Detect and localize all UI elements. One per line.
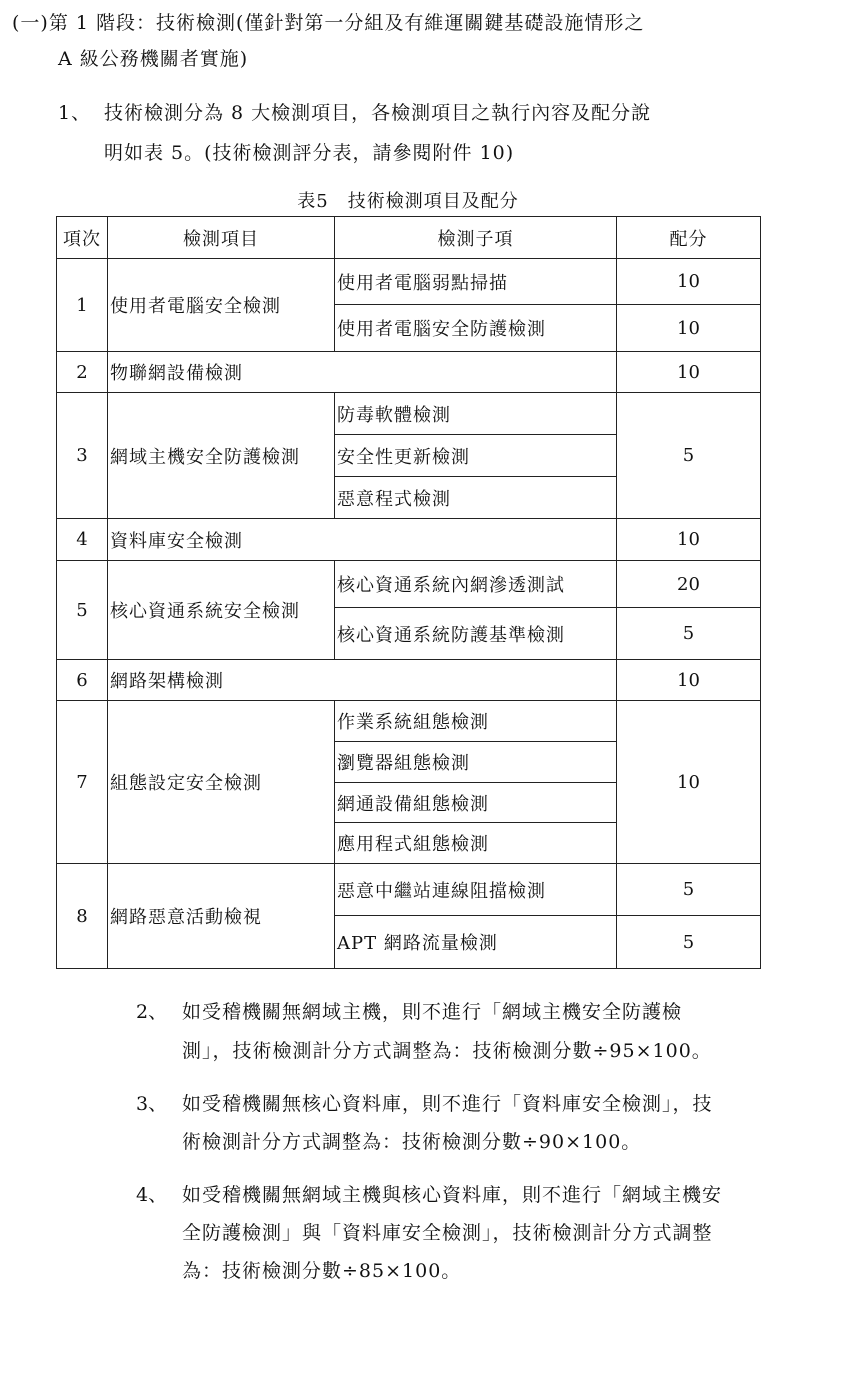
row-score: 10 — [617, 305, 761, 352]
row-sub: APT 網路流量檢測 — [335, 916, 617, 969]
row-num: 4 — [57, 519, 108, 561]
paragraph-text-line2: 明如表 5。(技術檢測評分表，請參閱附件 10) — [104, 142, 515, 164]
table-row — [57, 660, 761, 701]
row-sub: 惡意程式檢測 — [335, 477, 617, 519]
row-score: 10 — [617, 259, 761, 305]
row-item: 網域主機安全防護檢測 — [108, 393, 335, 519]
note-text-line: 如受稽機關無網域主機，則不進行「網域主機安全防護檢 — [182, 1001, 683, 1023]
table-row — [57, 701, 761, 742]
row-num: 2 — [57, 352, 108, 393]
row-score: 5 — [617, 916, 761, 969]
table-row — [57, 864, 761, 916]
row-num: 8 — [57, 864, 108, 969]
note-text-line: 如受稽機關無核心資料庫，則不進行「資料庫安全檢測」，技 — [182, 1093, 713, 1115]
row-item: 使用者電腦安全檢測 — [108, 259, 335, 352]
header-num: 項次 — [57, 217, 108, 259]
note-number: 4、 — [136, 1184, 168, 1206]
row-num: 7 — [57, 701, 108, 864]
note-text-line: 為：技術檢測分數÷85×100。 — [182, 1260, 462, 1282]
table-row — [57, 352, 761, 393]
row-item: 物聯網設備檢測 — [108, 352, 617, 393]
row-sub: 瀏覽器組態檢測 — [335, 742, 617, 783]
note-number: 3、 — [136, 1093, 168, 1115]
table-row — [57, 393, 761, 435]
table-header-row — [57, 217, 761, 259]
note-text-line: 測」，技術檢測計分方式調整為：技術檢測分數÷95×100。 — [182, 1040, 712, 1062]
row-score: 20 — [617, 561, 761, 608]
row-sub: 使用者電腦弱點掃描 — [335, 259, 617, 305]
row-sub: 防毒軟體檢測 — [335, 393, 617, 435]
row-sub: 核心資通系統內網滲透測試 — [335, 561, 617, 608]
row-score: 5 — [617, 864, 761, 916]
row-sub: 應用程式組態檢測 — [335, 823, 617, 864]
row-item: 組態設定安全檢測 — [108, 701, 335, 864]
row-score: 10 — [617, 519, 761, 561]
row-num: 6 — [57, 660, 108, 701]
header-sub: 檢測子項 — [335, 217, 617, 259]
note-text-line: 術檢測計分方式調整為：技術檢測分數÷90×100。 — [182, 1131, 642, 1153]
row-sub: 核心資通系統防護基準檢測 — [335, 608, 617, 660]
row-sub: 使用者電腦安全防護檢測 — [335, 305, 617, 352]
section-heading-line2: A 級公務機關者實施) — [58, 48, 249, 70]
row-sub: 網通設備組態檢測 — [335, 783, 617, 823]
table-caption: 表5 技術檢測項目及配分 — [297, 191, 519, 212]
row-sub: 安全性更新檢測 — [335, 435, 617, 477]
row-item: 核心資通系統安全檢測 — [108, 561, 335, 660]
row-item: 資料庫安全檢測 — [108, 519, 617, 561]
row-score: 10 — [617, 701, 761, 864]
row-score: 10 — [617, 660, 761, 701]
row-item: 網路架構檢測 — [108, 660, 617, 701]
note-text-line: 全防護檢測」與「資料庫安全檢測」，技術檢測計分方式調整 — [182, 1222, 713, 1244]
paragraph-number: 1、 — [58, 102, 92, 124]
row-sub: 作業系統組態檢測 — [335, 701, 617, 742]
header-item: 檢測項目 — [108, 217, 335, 259]
table-row — [57, 561, 761, 608]
paragraph-text-line1: 技術檢測分為 8 大檢測項目，各檢測項目之執行內容及配分說 — [104, 102, 652, 124]
note-text-line: 如受稽機關無網域主機與核心資料庫，則不進行「網域主機安 — [182, 1184, 723, 1206]
row-num: 5 — [57, 561, 108, 660]
row-item: 網路惡意活動檢視 — [108, 864, 335, 969]
row-score: 5 — [617, 608, 761, 660]
row-score: 5 — [617, 393, 761, 519]
table-row — [57, 259, 761, 305]
section-heading-line1: (一)第 1 階段：技術檢測(僅針對第一分組及有維運關鍵基礎設施情形之 — [12, 12, 645, 34]
technical-test-table — [56, 216, 761, 969]
note-number: 2、 — [136, 1001, 168, 1023]
table-row — [57, 519, 761, 561]
row-num: 1 — [57, 259, 108, 352]
row-score: 10 — [617, 352, 761, 393]
row-sub: 惡意中繼站連線阻擋檢測 — [335, 864, 617, 916]
row-num: 3 — [57, 393, 108, 519]
header-score: 配分 — [617, 217, 761, 259]
